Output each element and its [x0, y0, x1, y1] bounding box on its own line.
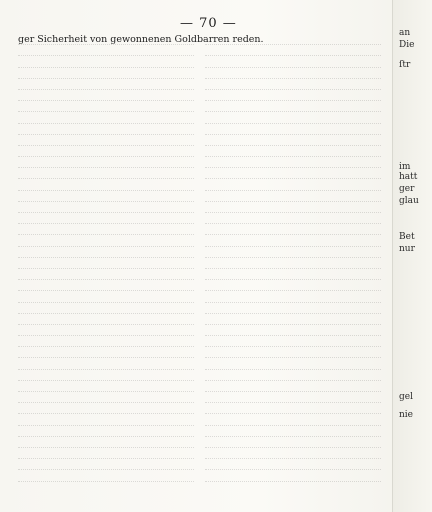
- text-line: [205, 459, 381, 470]
- text-line: [18, 470, 194, 481]
- text-line: [18, 381, 194, 392]
- text-line: [18, 45, 194, 56]
- text-line: [205, 56, 381, 67]
- text-line: [18, 56, 194, 67]
- text-line: [18, 291, 194, 302]
- text-line: [18, 79, 194, 90]
- right-text-column: [205, 34, 381, 482]
- text-line: [205, 303, 381, 314]
- text-line: [18, 347, 194, 358]
- text-line: [205, 213, 381, 224]
- edge-text-fragment: Die: [399, 40, 415, 50]
- text-line: [18, 258, 194, 269]
- text-line: [18, 370, 194, 381]
- edge-text-fragment: an: [399, 28, 411, 38]
- text-line: [18, 224, 194, 235]
- text-line: [205, 426, 381, 437]
- text-line: [18, 459, 194, 470]
- text-line: [205, 336, 381, 347]
- text-line: [205, 224, 381, 235]
- text-line: ger Sicherheit von gewonnenen Goldbarren reden.: [18, 34, 264, 45]
- edge-text-fragment: nur: [399, 244, 415, 254]
- text-line: [205, 168, 381, 179]
- text-line: [18, 414, 194, 425]
- text-line: [205, 79, 381, 90]
- page-number: — 70 —: [180, 16, 237, 31]
- text-line: [205, 358, 381, 369]
- text-line: [205, 112, 381, 123]
- text-line: [18, 235, 194, 246]
- text-line: [18, 157, 194, 168]
- edge-text-fragment: ger: [399, 184, 415, 194]
- text-line: [18, 124, 194, 135]
- text-line: [205, 247, 381, 258]
- text-line: [18, 269, 194, 280]
- text-line: [205, 235, 381, 246]
- text-line: [18, 168, 194, 179]
- text-line: [205, 202, 381, 213]
- edge-text-fragment: glau: [399, 196, 419, 206]
- edge-text-fragment: gel: [399, 392, 413, 402]
- text-line: [205, 101, 381, 112]
- text-line: [205, 157, 381, 168]
- text-line: [18, 448, 194, 459]
- text-line: [205, 135, 381, 146]
- text-line: [205, 414, 381, 425]
- text-line: [18, 403, 194, 414]
- text-line: [18, 146, 194, 157]
- text-line: [205, 392, 381, 403]
- text-line: [205, 269, 381, 280]
- edge-text-fragment: nie: [399, 410, 414, 420]
- text-line: [205, 191, 381, 202]
- text-line: [205, 146, 381, 157]
- text-line: [205, 325, 381, 336]
- text-line: [18, 392, 194, 403]
- text-line: [18, 358, 194, 369]
- text-line: [18, 325, 194, 336]
- text-line: [18, 202, 194, 213]
- text-line: [205, 403, 381, 414]
- text-line: [18, 336, 194, 347]
- text-line: [205, 448, 381, 459]
- adjacent-page-edge: [392, 0, 432, 512]
- text-line: [205, 68, 381, 79]
- text-line: [18, 191, 194, 202]
- text-line: [18, 101, 194, 112]
- edge-text-fragment: hatt: [399, 172, 418, 182]
- edge-text-fragment: im: [399, 162, 411, 172]
- text-line: [18, 314, 194, 325]
- edge-text-fragment: ſtr: [399, 60, 411, 70]
- text-line: [205, 470, 381, 481]
- left-text-column: [18, 34, 264, 482]
- text-line: [205, 291, 381, 302]
- text-line: [205, 124, 381, 135]
- text-line: [205, 437, 381, 448]
- text-line: [205, 179, 381, 190]
- text-line: [18, 437, 194, 448]
- text-line: [18, 303, 194, 314]
- edge-text-fragment: Bet: [399, 232, 415, 242]
- text-line: [18, 68, 194, 79]
- text-line: [205, 45, 381, 56]
- text-line: [205, 314, 381, 325]
- text-line: [205, 258, 381, 269]
- text-line: [205, 90, 381, 101]
- text-line: [18, 280, 194, 291]
- text-line: [18, 179, 194, 190]
- text-line: [205, 381, 381, 392]
- text-line: [18, 112, 194, 123]
- text-line: [18, 135, 194, 146]
- text-line: [18, 247, 194, 258]
- text-line: [18, 426, 194, 437]
- text-line: [18, 90, 194, 101]
- text-line: [18, 213, 194, 224]
- text-line: [205, 370, 381, 381]
- text-line: [205, 280, 381, 291]
- text-line: [205, 34, 381, 45]
- text-line: [205, 347, 381, 358]
